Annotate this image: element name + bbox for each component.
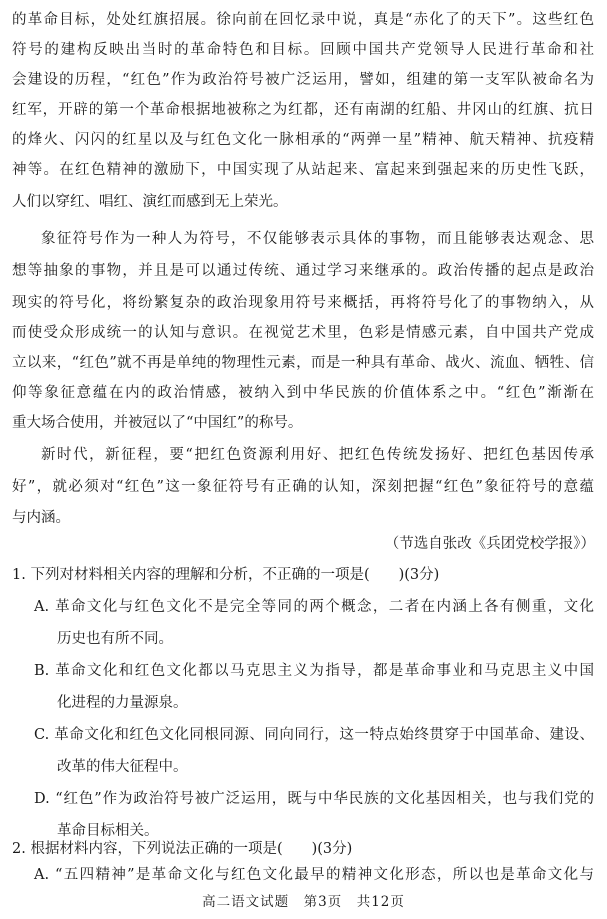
article-p1-line-6: 神等。在红色精神的激励下，中国实现了从站起来、富起来到强起来的历史性飞跃， <box>12 162 594 178</box>
question-1-option-b-line-1: B. 革命文化和红色文化都以马克思主义为指导，都是革命事业和马克思主义中国 <box>34 663 594 679</box>
question-1-option-a-line-2: 历史也有所不同。 <box>57 631 173 647</box>
article-p2-line-5: 立以来，“红色”就不再是单纯的物理性元素，而是一种具有革命、战火、流血、牺牲、信 <box>12 355 594 371</box>
question-1-option-a-line-1: A. 革命文化与红色文化不是完全等同的两个概念，二者在内涵上各有侧重，文化 <box>34 599 594 615</box>
article-p1-line-4: 红军，开辟的第一个革命根据地被称之为红都，还有南湖的红船、井冈山的红旗、抗日 <box>12 102 594 118</box>
article-source: （节选自张改《兵团党校学报》） <box>384 536 595 552</box>
article-p2-line-3: 现实的符号化，将纷繁复杂的政治现象用符号来概括，再将符号化了的事物纳入，从 <box>12 295 594 311</box>
question-1-stem: 1. 下列对材料相关内容的理解和分析，不正确的一项是( )(3分) <box>12 567 440 583</box>
article-p1-line-1: 的革命目标，处处红旗招展。徐向前在回忆录中说，真是“赤化了的天下”。这些红色 <box>12 12 594 28</box>
question-1-option-c-line-1: C. 革命文化和红色文化同根同源、同向同行，这一特点始终贯穿于中国革命、建设、 <box>34 727 594 743</box>
article-p2-line-2: 想等抽象的事物，并且是可以通过传统、通过学习来继承的。政治传播的起点是政治 <box>12 263 594 279</box>
question-2-option-a-line-1: A. “五四精神”是革命文化与红色文化最早的精神文化形态，所以也是革命文化与 <box>34 867 594 883</box>
article-p3-line-3: 与内涵。 <box>12 510 70 526</box>
page-footer: 高二语文试题 第3页 共12页 <box>202 894 405 910</box>
article-p2-line-6: 仰等象征意蕴在内的政治情感，被纳入到中华民族的价值体系之中。“红色”渐渐在 <box>12 385 594 401</box>
article-p1-line-5: 的烽火、闪闪的红星以及与红色文化一脉相承的“两弹一星”精神、航天精神、抗疫精 <box>12 132 594 148</box>
question-1-option-d-line-2: 革命目标相关。 <box>57 823 159 839</box>
article-p1-line-3: 会建设的历程，“红色”作为政治符号被广泛运用，譬如，组建的第一支军队被命名为 <box>12 72 594 88</box>
article-p1-line-7: 人们以穿红、唱红、演红而感到无上荣光。 <box>12 194 288 210</box>
question-1-option-b-line-2: 化进程的力量源泉。 <box>57 695 188 711</box>
article-p3-line-2: 好”，就必须对“红色”这一象征符号有正确的认知，深刻把握“红色”象征符号的意蕴 <box>12 479 594 495</box>
question-1-option-c-line-2: 改革的伟大征程中。 <box>57 759 188 775</box>
article-p2-line-1: 象征符号作为一种人为符号，不仅能够表示具体的事物，而且能够表达观念、思 <box>41 231 594 247</box>
question-2-stem: 2. 根据材料内容，下列说法正确的一项是( )(3分) <box>12 841 353 857</box>
article-p2-line-4: 而使受众形成统一的认知与意识。在视觉艺术里，色彩是情感元素，自中国共产党成 <box>12 325 594 341</box>
article-p3-line-1: 新时代，新征程，要“把红色资源利用好、把红色传统发扬好、把红色基因传承 <box>41 447 594 463</box>
article-p2-line-7: 重大场合使用，并被冠以了“中国红”的称号。 <box>12 415 303 431</box>
question-1-option-d-line-1: D. “红色”作为政治符号被广泛运用，既与中华民族的文化基因相关，也与我们党的 <box>34 791 594 807</box>
article-p1-line-2: 符号的建构反映出当时的革命特色和目标。回顾中国共产党领导人民进行革命和社 <box>12 42 594 58</box>
